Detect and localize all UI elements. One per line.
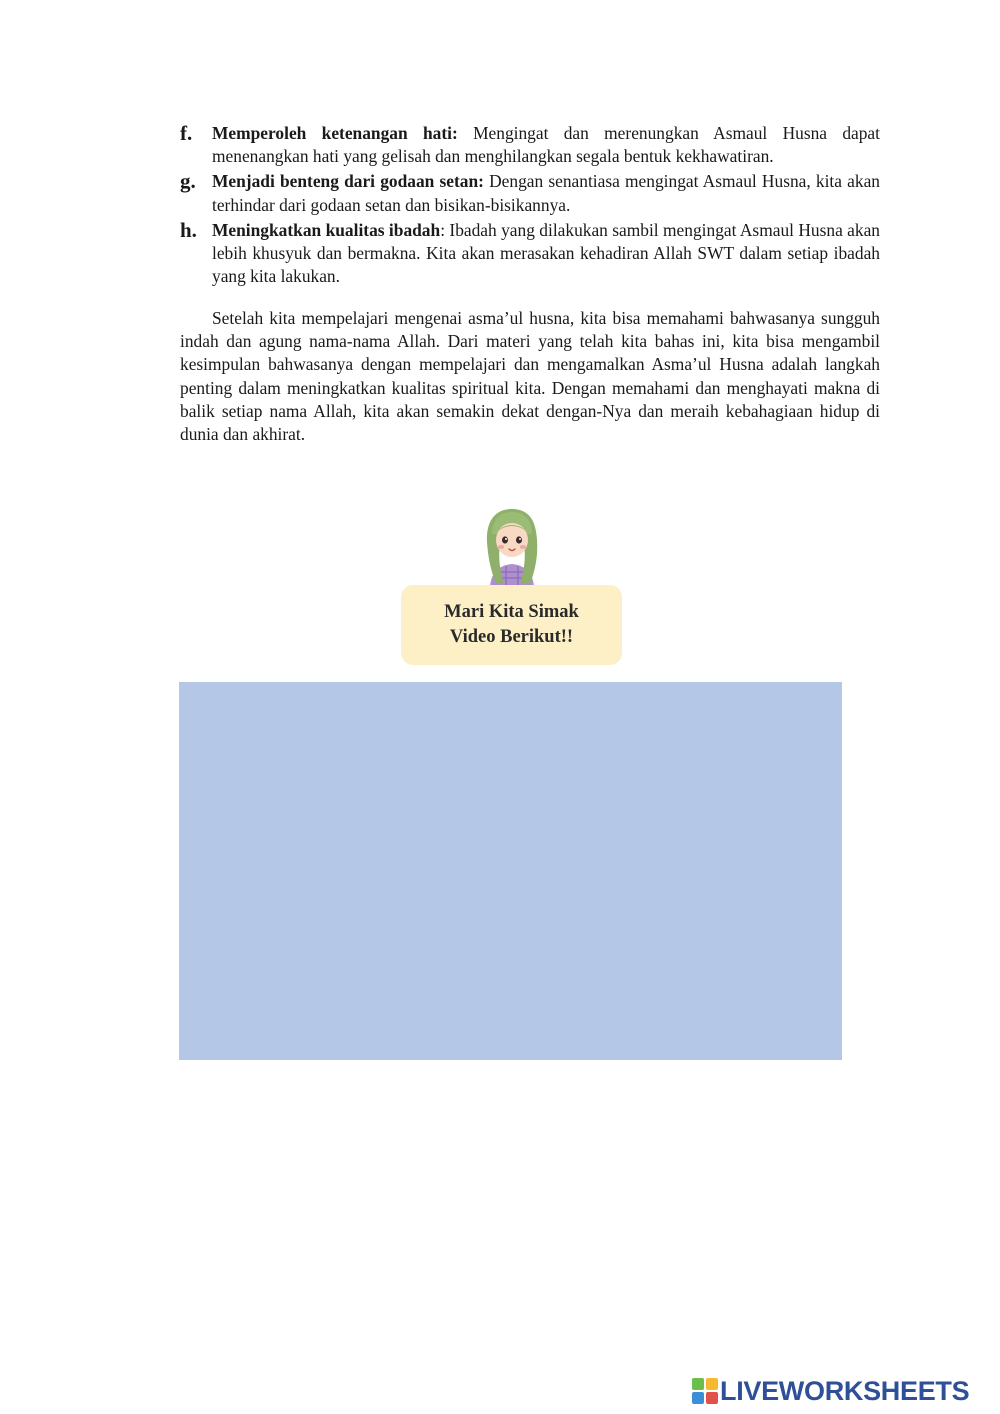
list-item-text	[212, 170, 880, 216]
callout-line-1: Mari Kita Simak	[444, 602, 579, 622]
list-item-heading: Memperoleh ketenangan hati:	[212, 123, 458, 143]
benefits-list	[180, 122, 880, 290]
list-item-text	[212, 219, 880, 289]
list-item-description: Dengan senantiasa mengingat Asmaul Husna, kita akan terhindar dari godaan setan dan bisikan-bisikannya.	[212, 171, 880, 215]
list-item-description: Mengingat dan merenungkan Asmaul Husna dapat menenangkan hati yang gelisah dan menghilangkan segala bentuk kekhawatiran.	[212, 123, 880, 167]
list-item	[180, 122, 880, 168]
liveworksheets-brand	[692, 1376, 969, 1406]
list-marker: h.	[180, 217, 197, 242]
video-placeholder[interactable]	[179, 682, 842, 1060]
liveworksheets-logo-icon	[692, 1378, 718, 1404]
list-item-heading: Menjadi benteng dari godaan setan:	[212, 171, 484, 192]
brand-name: LIVEWORKSHEETS	[720, 1375, 970, 1406]
hijab-girl-avatar-icon	[480, 506, 544, 586]
list-item-description: : Ibadah yang dilakukan sambil mengingat Asmaul Husna akan lebih khusyuk dan bermakna. Kita akan merasakan kehadiran Allah SWT dalam setiap ibadah yang kita lakukan.	[212, 219, 881, 287]
video-callout	[401, 585, 622, 665]
list-item-text	[212, 122, 880, 168]
list-item	[180, 219, 880, 289]
list-item-heading: Meningkatkan kualitas ibadah	[212, 219, 441, 240]
list-marker: g.	[180, 169, 196, 194]
callout-line-2: Video Berikut!!	[449, 627, 574, 647]
list-item	[180, 170, 880, 216]
list-marker: f.	[180, 121, 193, 145]
conclusion-paragraph: Setelah kita mempelajari mengenai asma’ul husna, kita bisa memahami bahwasanya sungguh indah dan agung nama-nama Allah. Dari materi yang telah kita bahas ini, kita bisa mengambil kesimpulan bahwasanya dengan mempelajari dan mengamalkan Asma’ul Husna adalah langkah penting dalam meningkatkan kualitas spiritual kita. Dengan memahami dan menghayati makna di balik setiap nama Allah, kita akan semakin dekat dengan-Nya dan meraih kebahagiaan hidup di dunia dan akhirat.	[180, 308, 880, 445]
